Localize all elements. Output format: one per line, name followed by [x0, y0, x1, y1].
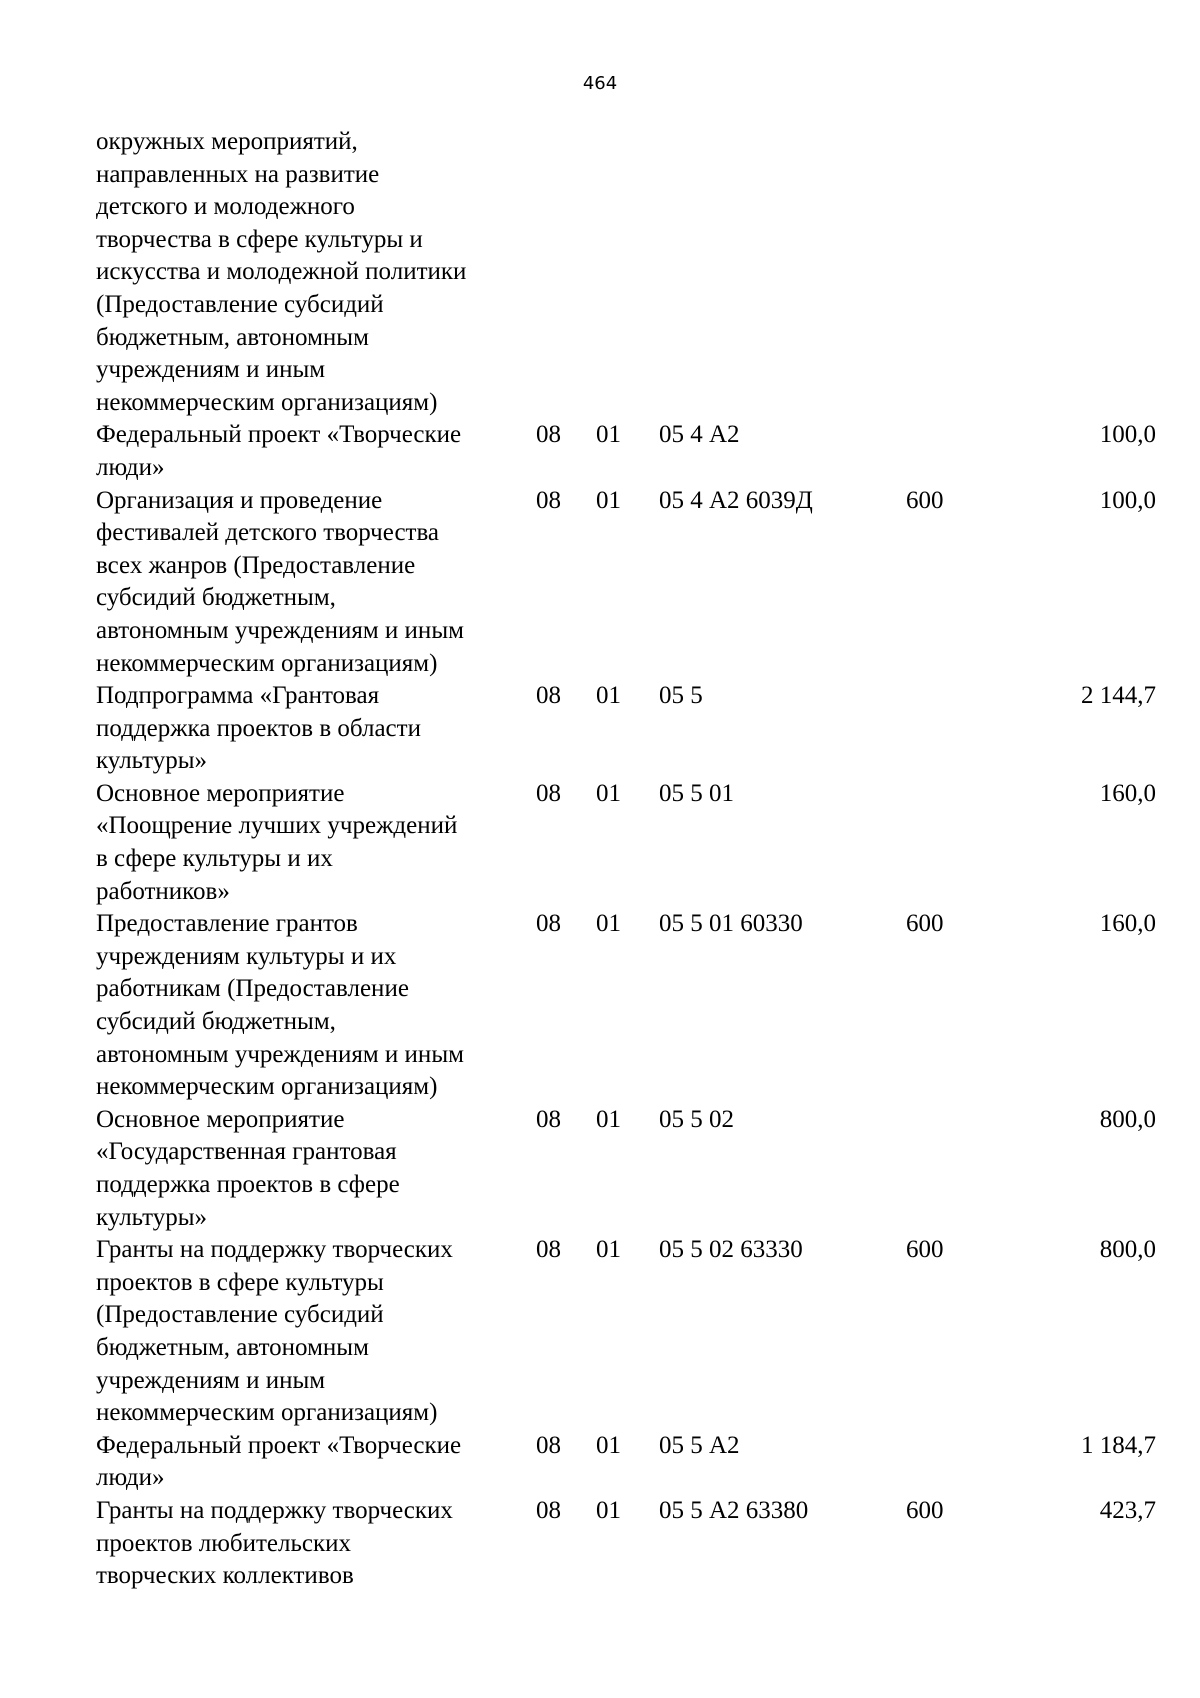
row-expense-type: 600	[906, 1236, 944, 1264]
row-name-line: Основное мероприятие	[96, 779, 345, 807]
row-section: 08	[536, 421, 561, 449]
row-sum: 2 144,7	[1081, 682, 1156, 710]
table-row	[96, 485, 1156, 681]
row-sum: 100,0	[1099, 421, 1156, 449]
row-sum: 1 184,7	[1081, 1431, 1156, 1459]
row-section: 08	[536, 779, 561, 807]
row-name-line: Основное мероприятие	[96, 1105, 345, 1133]
row-name-line: автономным учреждениям и иным	[96, 1040, 464, 1068]
row-subsection: 01	[596, 1105, 621, 1133]
row-name-line: бюджетным, автономным	[96, 1333, 369, 1361]
row-name-line: в сфере культуры и их	[96, 845, 333, 873]
row-target-code: 05 4 А2	[659, 421, 740, 449]
row-subsection: 01	[596, 910, 621, 938]
row-section: 08	[536, 682, 561, 710]
row-name-line: проектов в сфере культуры	[96, 1268, 384, 1296]
row-name-line: детского и молодежного	[96, 193, 355, 221]
table-row	[96, 1104, 1156, 1234]
row-target-code: 05 5 02 63330	[659, 1236, 803, 1264]
row-name-line: некоммерческим организациям)	[96, 388, 438, 416]
budget-table	[96, 126, 1156, 1593]
row-name-line: некоммерческим организациям)	[96, 1073, 438, 1101]
row-section: 08	[536, 1236, 561, 1264]
row-expense-type: 600	[906, 910, 944, 938]
row-expense-type: 600	[906, 486, 944, 514]
row-sum: 100,0	[1099, 486, 1156, 514]
table-row	[96, 1495, 1156, 1593]
row-expense-type: 600	[906, 1496, 944, 1524]
row-name-line: культуры»	[96, 747, 208, 775]
row-name-line: Организация и проведение	[96, 486, 383, 514]
row-target-code: 05 5 02	[659, 1105, 734, 1133]
row-name-line: автономным учреждениям и иным	[96, 616, 464, 644]
row-name-line: некоммерческим организациям)	[96, 649, 438, 677]
page-number: 464	[582, 73, 618, 94]
table-row	[96, 126, 1156, 419]
row-name-line: (Предоставление субсидий	[96, 290, 384, 318]
row-name-line: субсидий бюджетным,	[96, 584, 336, 612]
row-name-line: Федеральный проект «Творческие	[96, 421, 462, 449]
row-name	[96, 1104, 536, 1234]
row-name	[96, 126, 536, 419]
row-name	[96, 485, 536, 681]
row-name-line: Гранты на поддержку творческих	[96, 1236, 453, 1264]
row-sum: 800,0	[1099, 1236, 1156, 1264]
row-section: 08	[536, 1105, 561, 1133]
row-name-line: работникам (Предоставление	[96, 975, 409, 1003]
row-name-line: окружных мероприятий,	[96, 128, 358, 155]
row-subsection: 01	[596, 486, 621, 514]
row-name-line: направленных на развитие	[96, 160, 380, 188]
row-sum: 800,0	[1099, 1105, 1156, 1133]
row-section: 08	[536, 1431, 561, 1459]
row-name-line: культуры»	[96, 1203, 208, 1231]
table-row	[96, 419, 1156, 484]
row-name-line: фестивалей детского творчества	[96, 519, 440, 547]
row-name-line: искусства и молодежной политики	[96, 258, 467, 286]
row-name-line: Предоставление грантов	[96, 910, 358, 938]
row-name-line: Федеральный проект «Творческие	[96, 1431, 462, 1459]
row-section: 08	[536, 910, 561, 938]
row-sum: 160,0	[1099, 910, 1156, 938]
table-row	[96, 1430, 1156, 1495]
row-target-code: 05 5 01	[659, 779, 734, 807]
row-subsection: 01	[596, 1431, 621, 1459]
row-section: 08	[536, 486, 561, 514]
row-name-line: учреждениям культуры и их	[96, 942, 397, 970]
row-subsection: 01	[596, 421, 621, 449]
row-name-line: творческих коллективов	[96, 1562, 354, 1590]
row-name-line: поддержка проектов в области	[96, 714, 421, 742]
row-name-line: всех жанров (Предоставление	[96, 551, 416, 579]
row-name-line: «Поощрение лучших учреждений	[96, 812, 458, 840]
row-name-line: некоммерческим организациям)	[96, 1399, 438, 1427]
row-name-line: Гранты на поддержку творческих	[96, 1496, 453, 1524]
row-target-code: 05 4 А2 6039Д	[659, 486, 813, 514]
row-name-line: работников»	[96, 877, 230, 905]
row-subsection: 01	[596, 779, 621, 807]
row-name	[96, 1430, 536, 1495]
row-name-line: люди»	[96, 1464, 165, 1492]
row-sum: 423,7	[1099, 1496, 1156, 1524]
row-target-code: 05 5 А2 63380	[659, 1496, 809, 1524]
row-subsection: 01	[596, 1496, 621, 1524]
row-name	[96, 1234, 536, 1430]
table-row	[96, 680, 1156, 778]
table-row	[96, 778, 1156, 908]
row-name-line: субсидий бюджетным,	[96, 1008, 336, 1036]
row-section: 08	[536, 1496, 561, 1524]
row-name-line: бюджетным, автономным	[96, 323, 369, 351]
table-row	[96, 908, 1156, 1104]
row-name	[96, 908, 536, 1104]
row-target-code: 05 5 01 60330	[659, 910, 803, 938]
row-target-code: 05 5 А2	[659, 1431, 740, 1459]
row-name	[96, 680, 536, 778]
row-target-code: 05 5	[659, 682, 703, 710]
row-sum: 160,0	[1099, 779, 1156, 807]
table-row	[96, 1234, 1156, 1430]
row-name	[96, 1495, 536, 1593]
row-subsection: 01	[596, 1236, 621, 1264]
row-name-line: учреждениям и иным	[96, 1366, 326, 1394]
row-name	[96, 778, 536, 908]
row-name-line: (Предоставление субсидий	[96, 1301, 384, 1329]
row-name-line: «Государственная грантовая	[96, 1138, 397, 1166]
row-name-line: Подпрограмма «Грантовая	[96, 682, 380, 710]
row-name-line: учреждениям и иным	[96, 356, 326, 384]
row-name-line: творчества в сфере культуры и	[96, 225, 423, 253]
row-subsection: 01	[596, 682, 621, 710]
row-name-line: люди»	[96, 453, 165, 481]
row-name-line: поддержка проектов в сфере	[96, 1171, 400, 1198]
row-name-line: проектов любительских	[96, 1529, 352, 1557]
row-name	[96, 419, 536, 484]
